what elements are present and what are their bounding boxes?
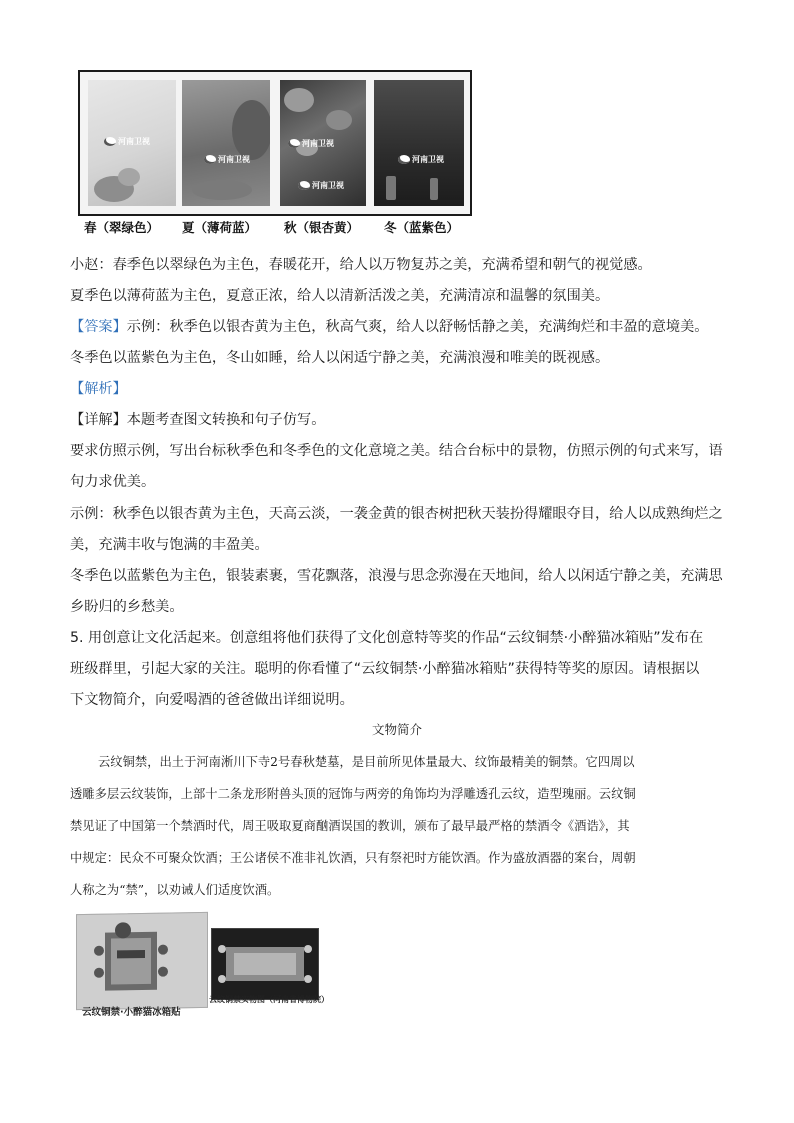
caption-autumn: 秋（银杏黄） <box>284 220 360 235</box>
detail-text: 本题考查图文转换和句子仿写。 <box>126 412 326 428</box>
analysis-tag: 【解析】 <box>70 381 127 397</box>
fridge-magnet-image <box>76 912 208 1010</box>
winter-photo <box>374 80 464 206</box>
fridge-magnet-caption: 云纹铜禁·小醉猫冰箱贴 <box>82 1007 181 1018</box>
answer-text: 示例：秋季色以银杏黄为主色，秋高气爽，给人以舒畅恬静之美，充满绚烂和丰盈的意境美。 <box>126 319 709 335</box>
autumn-photo <box>280 80 366 206</box>
fridge-magnet-drawing <box>77 913 207 1009</box>
logo-text: 河南卫视 <box>302 139 334 148</box>
relic-intro-line-4: 中规定：民众不可聚众饮酒；王公诸侯不准非礼饮酒，只有祭祀时方能饮酒。作为盛放酒器的案台，周朝 <box>70 851 636 865</box>
caption-winter: 冬（蓝紫色） <box>384 220 460 235</box>
station-logo-icon <box>204 155 216 164</box>
logo-text: 河南卫视 <box>412 155 444 164</box>
relic-intro-title: 文物简介 <box>371 722 422 737</box>
relic-intro-line-1: 云纹铜禁，出土于河南淅川下寺2号春秋楚墓，是目前所见体量最大、纹饰最精美的铜禁。它四周以 <box>98 755 635 769</box>
station-logo-icon <box>298 181 310 190</box>
example-line-4: 乡盼归的乡愁美。 <box>70 599 184 615</box>
paragraph-spring: 小赵：春季色以翠绿色为主色，春暖花开，给人以万物复苏之美，充满希望和朝气的视觉感。 <box>70 257 652 273</box>
answer-continuation: 冬季色以蓝紫色为主色，冬山如睡，给人以闲适宁静之美，充满浪漫和唯美的既视感。 <box>70 350 610 366</box>
caption-summer: 夏（薄荷蓝） <box>182 220 258 235</box>
station-logo-icon <box>398 155 410 164</box>
question-5-line-2: 班级群里，引起大家的关注。聪明的你看懂了“云纹铜禁·小醉猫冰箱贴”获得特等奖的原因。请根据以 <box>70 661 700 677</box>
relic-intro-line-3: 禁见证了中国第一个禁酒时代，周王吸取夏商酗酒误国的教训，颁布了最早最严格的禁酒令《酒诰》，其 <box>70 819 630 833</box>
relic-intro-line-5: 人称之为“禁”，以劝诫人们适度饮酒。 <box>70 883 280 897</box>
logo-text: 河南卫视 <box>218 155 250 164</box>
logo-text: 河南卫视 <box>312 181 344 190</box>
season-photo-strip <box>78 70 472 216</box>
logo-text: 河南卫视 <box>118 137 150 146</box>
question-5-line-3: 下文物简介，向爱喝酒的爸爸做出详细说明。 <box>70 692 354 708</box>
example-line-1: 示例：秋季色以银杏黄为主色，天高云淡，一袭金黄的银杏树把秋天装扮得耀眼夺目，给人以成熟绚烂之 <box>70 506 723 522</box>
bronze-jin-photo <box>211 928 319 1000</box>
requirement-line-1: 要求仿照示例，写出台标秋季色和冬季色的文化意境之美。结合台标中的景物，仿照示例的句式来写，语 <box>70 443 723 459</box>
example-line-3: 冬季色以蓝紫色为主色，银装素裹，雪花飘落，浪漫与思念弥漫在天地间，给人以闲适宁静之美，充满思 <box>70 568 723 584</box>
station-logo-icon <box>104 137 116 146</box>
answer-tag: 【答案】 <box>70 319 127 335</box>
relic-intro-line-2: 透雕多层云纹装饰，上部十二条龙形附兽头顶的冠饰与两旁的角饰均为浮雕透孔云纹，造型瑰丽。云纹铜 <box>70 787 636 801</box>
caption-spring: 春（翠绿色） <box>84 220 160 235</box>
spring-photo <box>88 80 176 206</box>
bronze-jin-caption: 云纹铜禁实物图（河南省博物院） <box>209 995 329 1004</box>
bronze-jin-drawing <box>212 929 318 999</box>
station-logo-icon <box>288 139 300 148</box>
answer-line <box>70 317 708 337</box>
example-line-2: 美，充满丰收与饱满的丰盈美。 <box>70 537 269 553</box>
detail-tag: 【详解】 <box>70 412 127 428</box>
summer-photo <box>182 80 270 206</box>
season-captions <box>78 218 472 238</box>
detail-line <box>70 410 325 430</box>
question-5-line-1: 5. 用创意让文化活起来。创意组将他们获得了文化创意特等奖的作品“云纹铜禁·小醉猫冰箱贴”发布在 <box>70 630 704 646</box>
requirement-line-2: 句力求优美。 <box>70 474 156 490</box>
paragraph-summer: 夏季色以薄荷蓝为主色，夏意正浓，给人以清新活泼之美，充满清凉和温馨的氛围美。 <box>70 288 610 304</box>
